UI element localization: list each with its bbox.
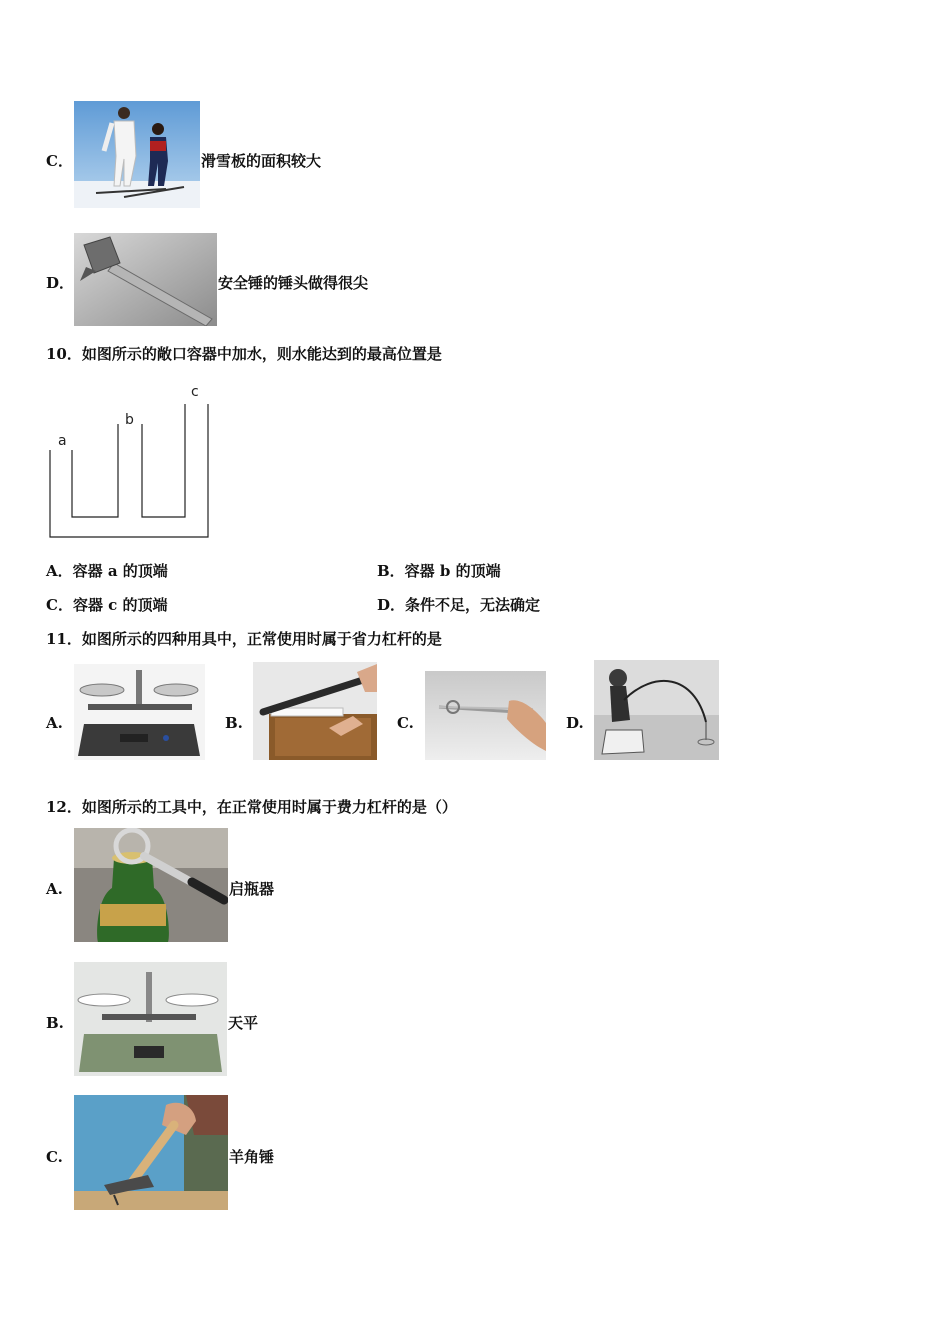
q11-option-a-letter: A.	[46, 714, 63, 732]
q9-option-c-letter: C．	[46, 152, 73, 170]
claw-hammer-image	[74, 1095, 228, 1210]
q9-option-d-text: 安全锤的锤头做得很尖	[218, 274, 369, 292]
fishing-rod-image	[594, 660, 719, 760]
safety-hammer-image	[74, 233, 217, 326]
label-a: a	[58, 433, 67, 449]
q11-stem: 11．如图所示的四种用具中，正常使用时属于省力杠杆的是	[46, 630, 442, 648]
q12-option-c-text: 羊角锤	[229, 1148, 275, 1166]
lab-balance-image	[74, 962, 227, 1076]
q11-option-b-letter: B.	[225, 714, 243, 732]
q10-option-d: D．条件不足，无法确定	[377, 596, 541, 614]
q9-option-c-text: 滑雪板的面积较大	[201, 152, 322, 170]
q10-option-b: B．容器 b 的顶端	[377, 562, 501, 580]
q12-option-b-text: 天平	[228, 1014, 259, 1032]
q10-option-c: C．容器 c 的顶端	[46, 596, 168, 614]
tweezers-image	[425, 671, 546, 760]
q12-stem: 12．如图所示的工具中，在正常使用时属于费力杠杆的是（）	[46, 798, 457, 816]
q12-option-a-text: 启瓶器	[229, 880, 275, 898]
label-b: b	[125, 412, 134, 428]
q11-option-d-letter: D.	[566, 714, 584, 732]
label-c: c	[191, 384, 199, 400]
q10-option-a: A．容器 a 的顶端	[46, 562, 168, 580]
q12-option-b-letter: B.	[46, 1014, 64, 1032]
q12-option-a-letter: A.	[46, 880, 63, 898]
balance-scale-image	[74, 664, 205, 760]
paper-cutter-image	[253, 662, 377, 760]
skiers-image	[74, 101, 200, 208]
q10-stem: 10．如图所示的敞口容器中加水，则水能达到的最高位置是	[46, 345, 442, 363]
q12-option-c-letter: C.	[46, 1148, 63, 1166]
q11-option-c-letter: C.	[397, 714, 414, 732]
bottle-opener-image	[74, 828, 228, 942]
container-diagram	[44, 380, 216, 545]
q9-option-d-letter: D．	[46, 274, 75, 292]
